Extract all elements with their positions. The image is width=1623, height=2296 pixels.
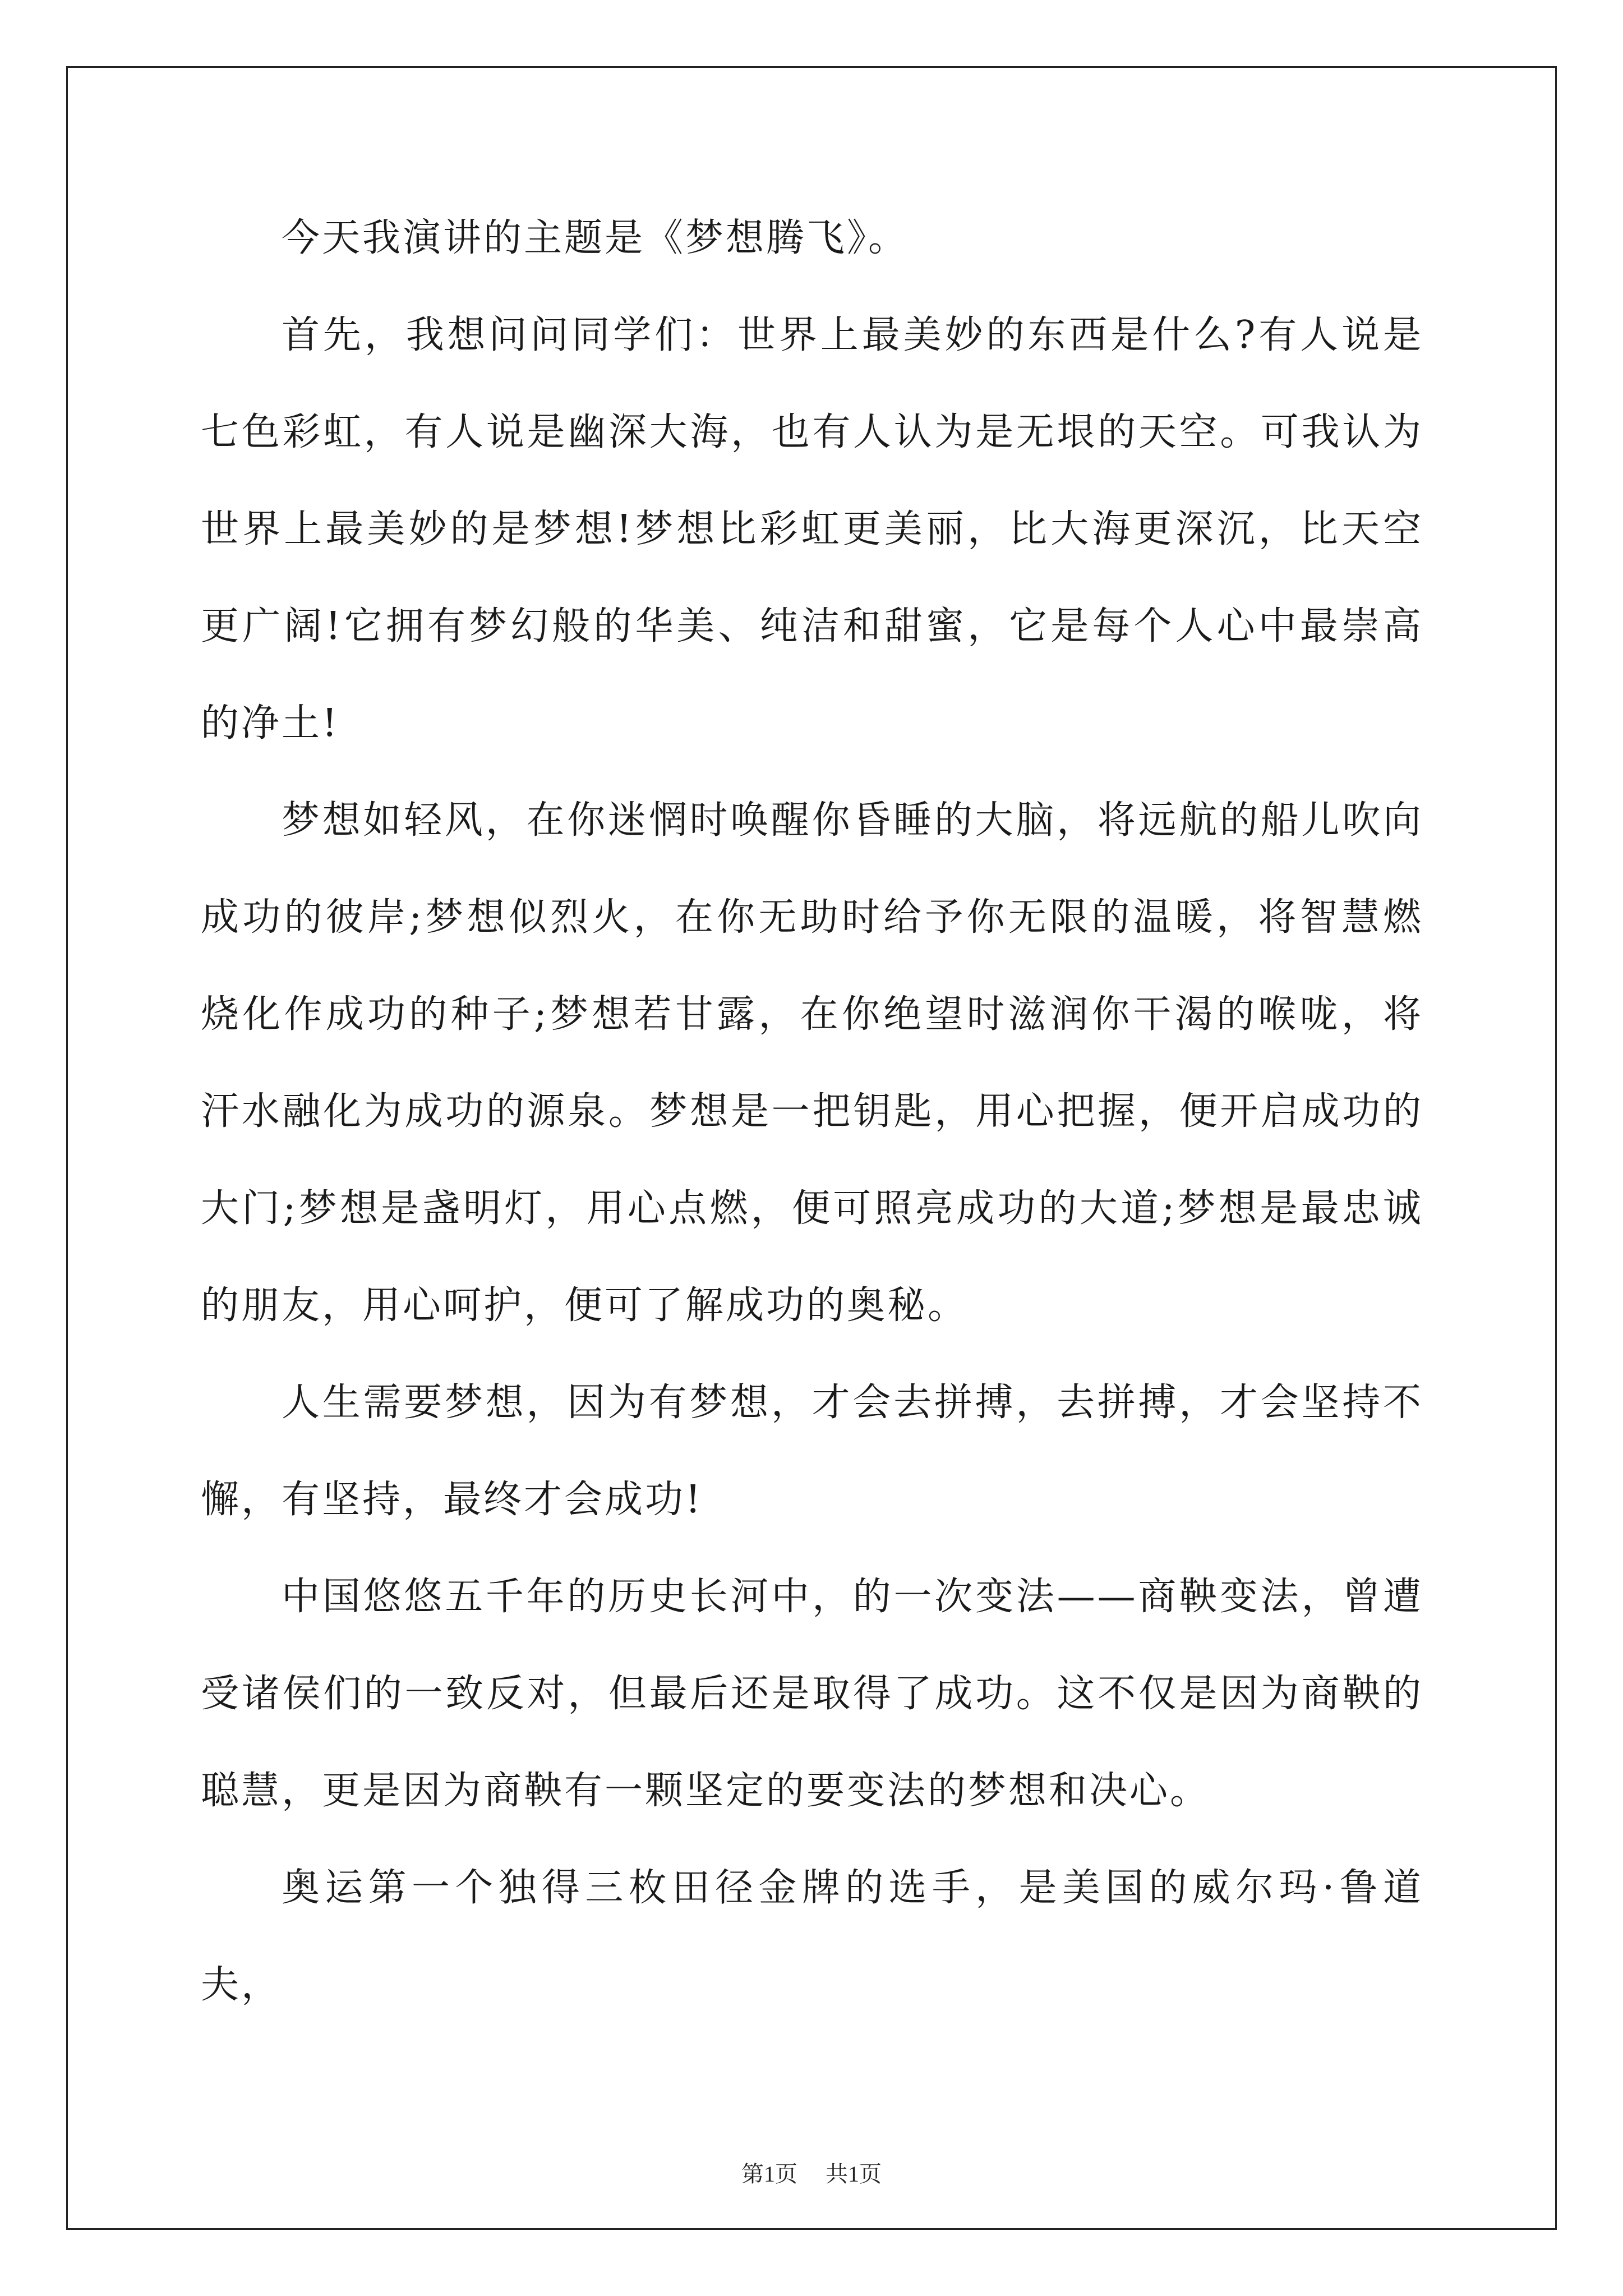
paragraph: 首先，我想问问同学们：世界上最美妙的东西是什么?有人说是七色彩虹，有人说是幽深大海，也有人认为是无垠的天空。可我认为世界上最美妙的是梦想!梦想比彩虹更美丽，比大海更深沉，比天空更广阔!它拥有梦幻般的华美、纯洁和甜蜜，它是每个人心中最崇高的净土! — [201, 313, 1423, 746]
document-body — [201, 190, 1423, 2033]
paragraph: 奥运第一个独得三枚田径金牌的选手，是美国的威尔玛·鲁道夫， — [201, 1866, 1423, 2007]
page-footer — [0, 2161, 1623, 2188]
paragraph: 中国悠悠五千年的历史长河中，的一次变法——商鞅变法，曾遭受诸侯们的一致反对，但最后还是取得了成功。这不仅是因为商鞅的聪慧，更是因为商鞅有一颗坚定的要变法的梦想和决心。 — [201, 1575, 1423, 1813]
paragraph: 人生需要梦想，因为有梦想，才会去拼搏，去拼搏，才会坚持不懈，有坚持，最终才会成功! — [201, 1381, 1423, 1522]
paragraph: 梦想如轻风，在你迷惘时唤醒你昏睡的大脑，将远航的船儿吹向成功的彼岸;梦想似烈火，在你无助时给予你无限的温暖，将智慧燃烧化作成功的种子;梦想若甘露，在你绝望时滋润你干渴的喉咙，将汗水融化为成功的源泉。梦想是一把钥匙，用心把握，便开启成功的大门;梦想是盏明灯，用心点燃，便可照亮成功的大道;梦想是最忠诚的朋友，用心呵护，便可了解成功的奥秘。 — [201, 798, 1423, 1328]
paragraph: 今天我演讲的主题是《梦想腾飞》。 — [282, 216, 909, 260]
page-number-current: 第1页 — [741, 2161, 797, 2187]
page-number-total: 共1页 — [826, 2161, 882, 2187]
